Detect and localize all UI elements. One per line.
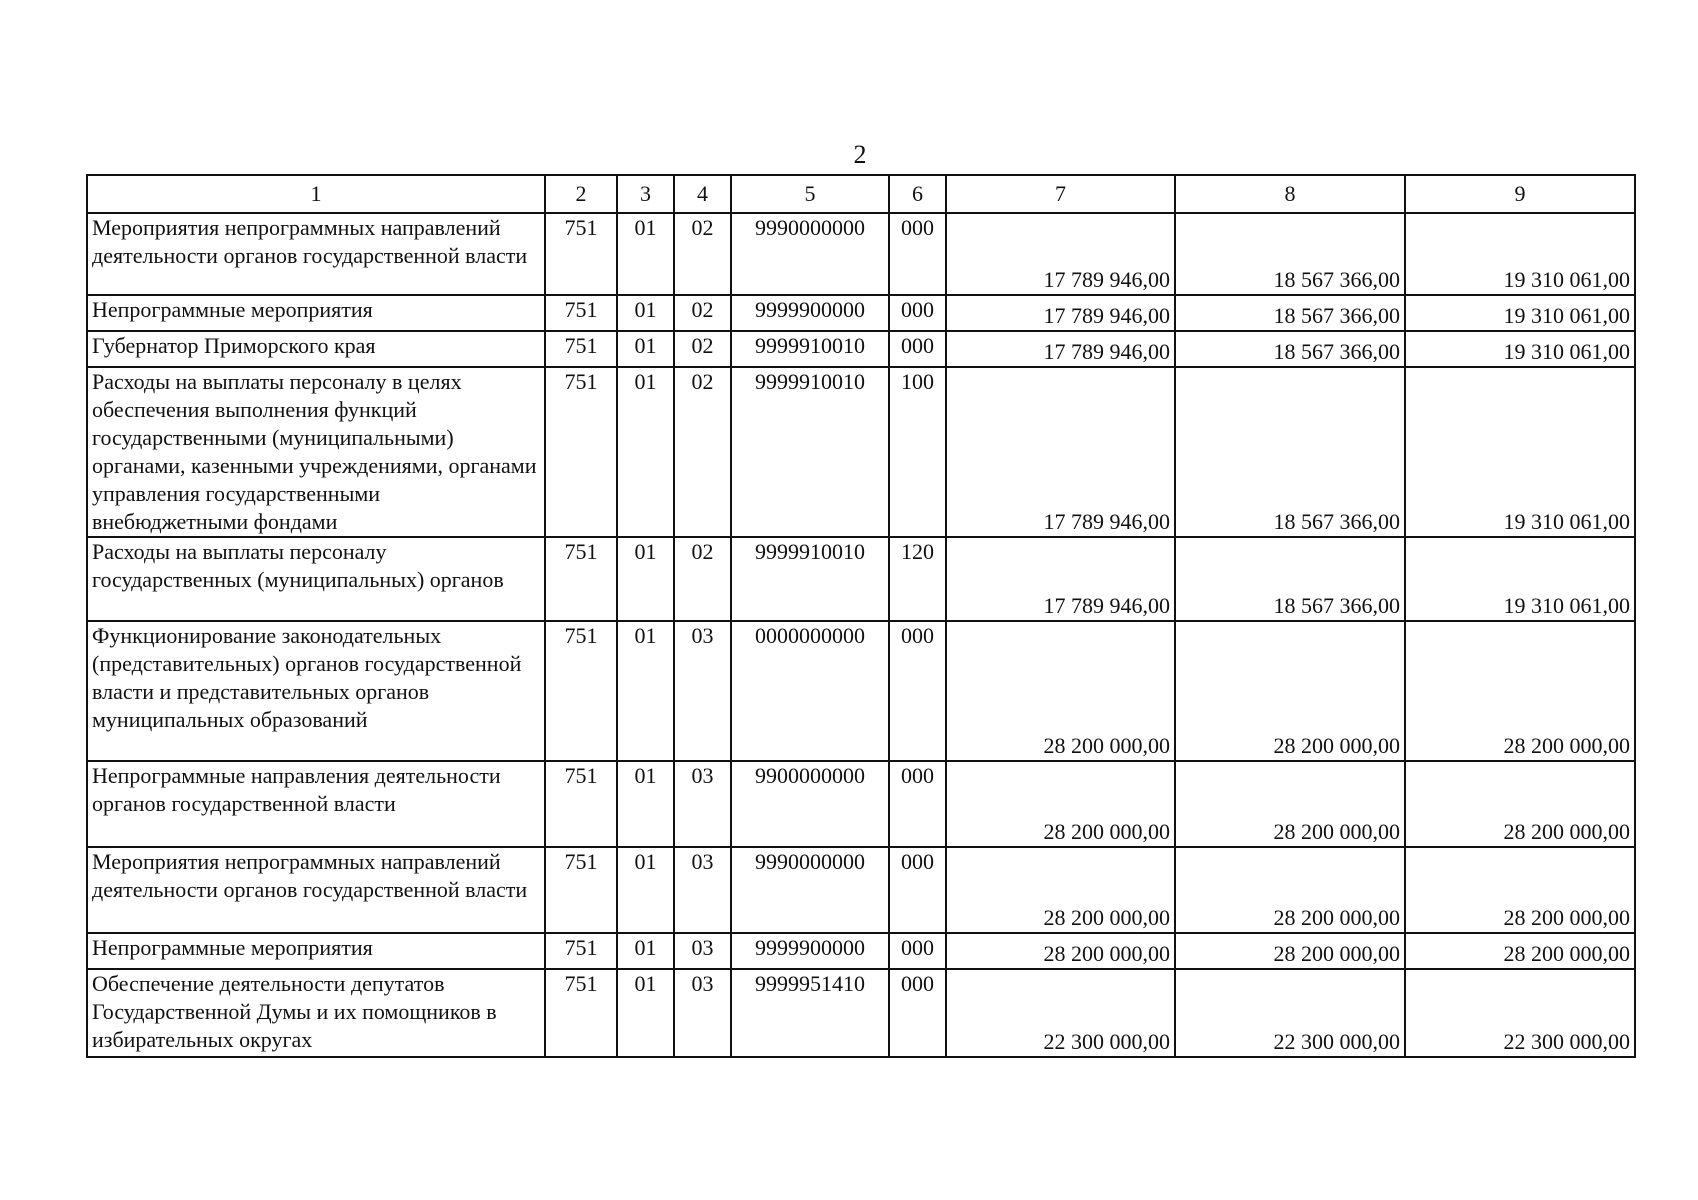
row-grbs: 751: [545, 621, 617, 761]
row-grbs: 751: [545, 295, 617, 331]
row-expense-type: 000: [889, 847, 946, 933]
row-target-code: 9999900000: [731, 933, 889, 969]
row-name: Мероприятия непрограммных направлений деятельности органов государственной власти: [87, 213, 545, 295]
row-amount-year2: 18 567 366,00: [1175, 213, 1405, 295]
row-amount-year2: 18 567 366,00: [1175, 295, 1405, 331]
row-section: 01: [617, 621, 674, 761]
row-expense-type: 000: [889, 933, 946, 969]
row-amount-year2: 28 200 000,00: [1175, 761, 1405, 847]
row-grbs: 751: [545, 969, 617, 1057]
table-row: [87, 847, 1635, 933]
table-row: [87, 761, 1635, 847]
row-name: Непрограммные мероприятия: [87, 295, 545, 331]
row-name: Расходы на выплаты персоналу государственных (муниципальных) органов: [87, 537, 545, 621]
col-header-9: 9: [1405, 175, 1635, 213]
row-grbs: 751: [545, 537, 617, 621]
row-amount-year2: 28 200 000,00: [1175, 621, 1405, 761]
row-subsection: 02: [674, 213, 731, 295]
row-amount-year2: 18 567 366,00: [1175, 537, 1405, 621]
row-amount-year3: 28 200 000,00: [1405, 761, 1635, 847]
row-amount-year3: 22 300 000,00: [1405, 969, 1635, 1057]
row-target-code: 0000000000: [731, 621, 889, 761]
row-section: 01: [617, 761, 674, 847]
row-section: 01: [617, 537, 674, 621]
row-section: 01: [617, 969, 674, 1057]
row-name: Функционирование законодательных (представительных) органов государственной власти и представительных органов муниципальных образований: [87, 621, 545, 761]
row-amount-year3: 28 200 000,00: [1405, 933, 1635, 969]
col-header-8: 8: [1175, 175, 1405, 213]
row-grbs: 751: [545, 331, 617, 367]
row-target-code: 9999910010: [731, 537, 889, 621]
row-target-code: 9990000000: [731, 847, 889, 933]
table-row: [87, 295, 1635, 331]
row-amount-year2: 18 567 366,00: [1175, 331, 1405, 367]
row-section: 01: [617, 933, 674, 969]
table-row: [87, 969, 1635, 1057]
row-grbs: 751: [545, 761, 617, 847]
row-name: Мероприятия непрограммных направлений деятельности органов государственной власти: [87, 847, 545, 933]
row-amount-year3: 19 310 061,00: [1405, 367, 1635, 537]
row-expense-type: 000: [889, 331, 946, 367]
row-subsection: 03: [674, 933, 731, 969]
row-target-code: 9999910010: [731, 367, 889, 537]
table-row: [87, 537, 1635, 621]
row-expense-type: 000: [889, 969, 946, 1057]
row-subsection: 03: [674, 621, 731, 761]
row-amount-year2: 28 200 000,00: [1175, 933, 1405, 969]
row-target-code: 9999900000: [731, 295, 889, 331]
table-row: [87, 367, 1635, 537]
row-grbs: 751: [545, 367, 617, 537]
row-amount-year3: 28 200 000,00: [1405, 621, 1635, 761]
row-expense-type: 120: [889, 537, 946, 621]
col-header-1: 1: [87, 175, 545, 213]
row-amount-year1: 28 200 000,00: [946, 847, 1175, 933]
header-row: [87, 175, 1635, 213]
col-header-6: 6: [889, 175, 946, 213]
row-amount-year2: 28 200 000,00: [1175, 847, 1405, 933]
row-subsection: 02: [674, 295, 731, 331]
row-name: Обеспечение деятельности депутатов Государственной Думы и их помощников в избирательных округах: [87, 969, 545, 1057]
row-grbs: 751: [545, 933, 617, 969]
row-target-code: 9999951410: [731, 969, 889, 1057]
row-amount-year1: 17 789 946,00: [946, 367, 1175, 537]
row-amount-year1: 17 789 946,00: [946, 331, 1175, 367]
budget-table: [86, 174, 1636, 1058]
row-section: 01: [617, 213, 674, 295]
row-amount-year3: 19 310 061,00: [1405, 213, 1635, 295]
row-amount-year1: 17 789 946,00: [946, 295, 1175, 331]
row-amount-year1: 28 200 000,00: [946, 933, 1175, 969]
table-row: [87, 621, 1635, 761]
row-section: 01: [617, 847, 674, 933]
row-amount-year1: 28 200 000,00: [946, 761, 1175, 847]
row-amount-year3: 19 310 061,00: [1405, 537, 1635, 621]
row-section: 01: [617, 367, 674, 537]
col-header-7: 7: [946, 175, 1175, 213]
row-amount-year3: 19 310 061,00: [1405, 295, 1635, 331]
row-subsection: 02: [674, 331, 731, 367]
row-subsection: 02: [674, 537, 731, 621]
row-amount-year2: 22 300 000,00: [1175, 969, 1405, 1057]
row-name: Расходы на выплаты персоналу в целях обеспечения выполнения функций государственными (муниципальными) органами, казенными учреждениями, органами управления государственными внебюджетными фондами: [87, 367, 545, 537]
row-expense-type: 000: [889, 295, 946, 331]
table-row: [87, 213, 1635, 295]
row-name: Губернатор Приморского края: [87, 331, 545, 367]
row-amount-year3: 28 200 000,00: [1405, 847, 1635, 933]
row-subsection: 03: [674, 847, 731, 933]
col-header-2: 2: [545, 175, 617, 213]
table-row: [87, 933, 1635, 969]
col-header-4: 4: [674, 175, 731, 213]
row-amount-year2: 18 567 366,00: [1175, 367, 1405, 537]
row-subsection: 03: [674, 969, 731, 1057]
row-expense-type: 000: [889, 621, 946, 761]
row-amount-year3: 19 310 061,00: [1405, 331, 1635, 367]
row-expense-type: 000: [889, 761, 946, 847]
row-subsection: 02: [674, 367, 731, 537]
row-expense-type: 000: [889, 213, 946, 295]
row-amount-year1: 17 789 946,00: [946, 537, 1175, 621]
row-target-code: 9999910010: [731, 331, 889, 367]
row-amount-year1: 17 789 946,00: [946, 213, 1175, 295]
row-target-code: 9990000000: [731, 213, 889, 295]
col-header-3: 3: [617, 175, 674, 213]
row-name: Непрограммные направления деятельности органов государственной власти: [87, 761, 545, 847]
row-grbs: 751: [545, 213, 617, 295]
row-expense-type: 100: [889, 367, 946, 537]
col-header-5: 5: [731, 175, 889, 213]
row-subsection: 03: [674, 761, 731, 847]
table-row: [87, 331, 1635, 367]
row-grbs: 751: [545, 847, 617, 933]
row-target-code: 9900000000: [731, 761, 889, 847]
row-amount-year1: 28 200 000,00: [946, 621, 1175, 761]
row-amount-year1: 22 300 000,00: [946, 969, 1175, 1057]
row-section: 01: [617, 331, 674, 367]
page-number: 2: [853, 140, 867, 169]
row-section: 01: [617, 295, 674, 331]
row-name: Непрограммные мероприятия: [87, 933, 545, 969]
